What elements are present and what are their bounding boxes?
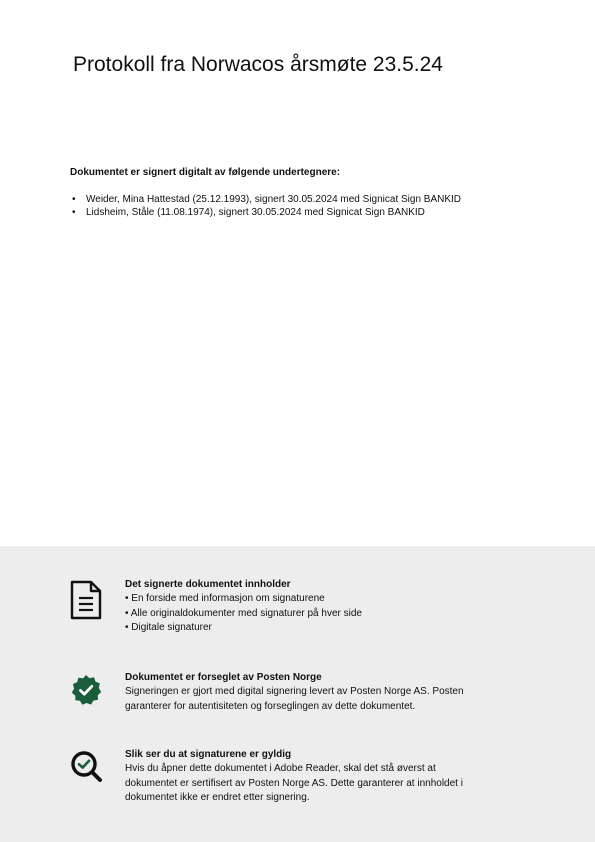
verify-text: dokumentet er sertifisert av Posten Norge AS. Dette garanterer at innholdet i xyxy=(125,777,463,789)
check-badge-icon xyxy=(70,674,102,706)
sealed-text: garanterer for autentisiteten og forseglingen av dette dokumentet. xyxy=(125,700,416,712)
verify-text: Hvis du åpner dette dokumentet i Adobe Reader, skal det stå øverst at xyxy=(125,763,436,775)
signer-item: • Weider, Mina Hattestad (25.12.1993), signert 30.05.2024 med Signicat Sign BANKID xyxy=(70,194,461,207)
verify-heading: Slik ser du at signaturene er gyldig xyxy=(125,749,292,760)
info-panel xyxy=(0,546,595,842)
document-icon xyxy=(70,580,102,620)
contents-heading: Det signerte dokumentet innholder xyxy=(125,579,291,590)
sealed-block xyxy=(125,671,464,714)
contents-item: • Alle originaldokumenter med signaturer på hver side xyxy=(125,607,362,619)
verify-text: dokumentet ikke er endret etter signering. xyxy=(125,791,310,803)
contents-item: • Digitale signaturer xyxy=(125,621,212,633)
signer-item: • Lidsheim, Ståle (11.08.1974), signert 30.05.2024 med Signicat Sign BANKID xyxy=(70,207,461,220)
document-title: Protokoll fra Norwacos årsmøte 23.5.24 xyxy=(73,53,443,76)
signers-heading: Dokumentet er signert digitalt av følgende undertegnere: xyxy=(70,167,341,178)
contents-item: • En forside med informasjon om signaturene xyxy=(125,593,325,605)
sealed-text: Signeringen er gjort med digital signering levert av Posten Norge AS. Posten xyxy=(125,686,464,698)
sealed-heading: Dokumentet er forseglet av Posten Norge xyxy=(125,672,322,683)
magnifier-check-icon xyxy=(70,750,104,784)
verify-block xyxy=(125,748,463,805)
signers-list xyxy=(70,194,461,219)
contents-block xyxy=(125,578,362,635)
